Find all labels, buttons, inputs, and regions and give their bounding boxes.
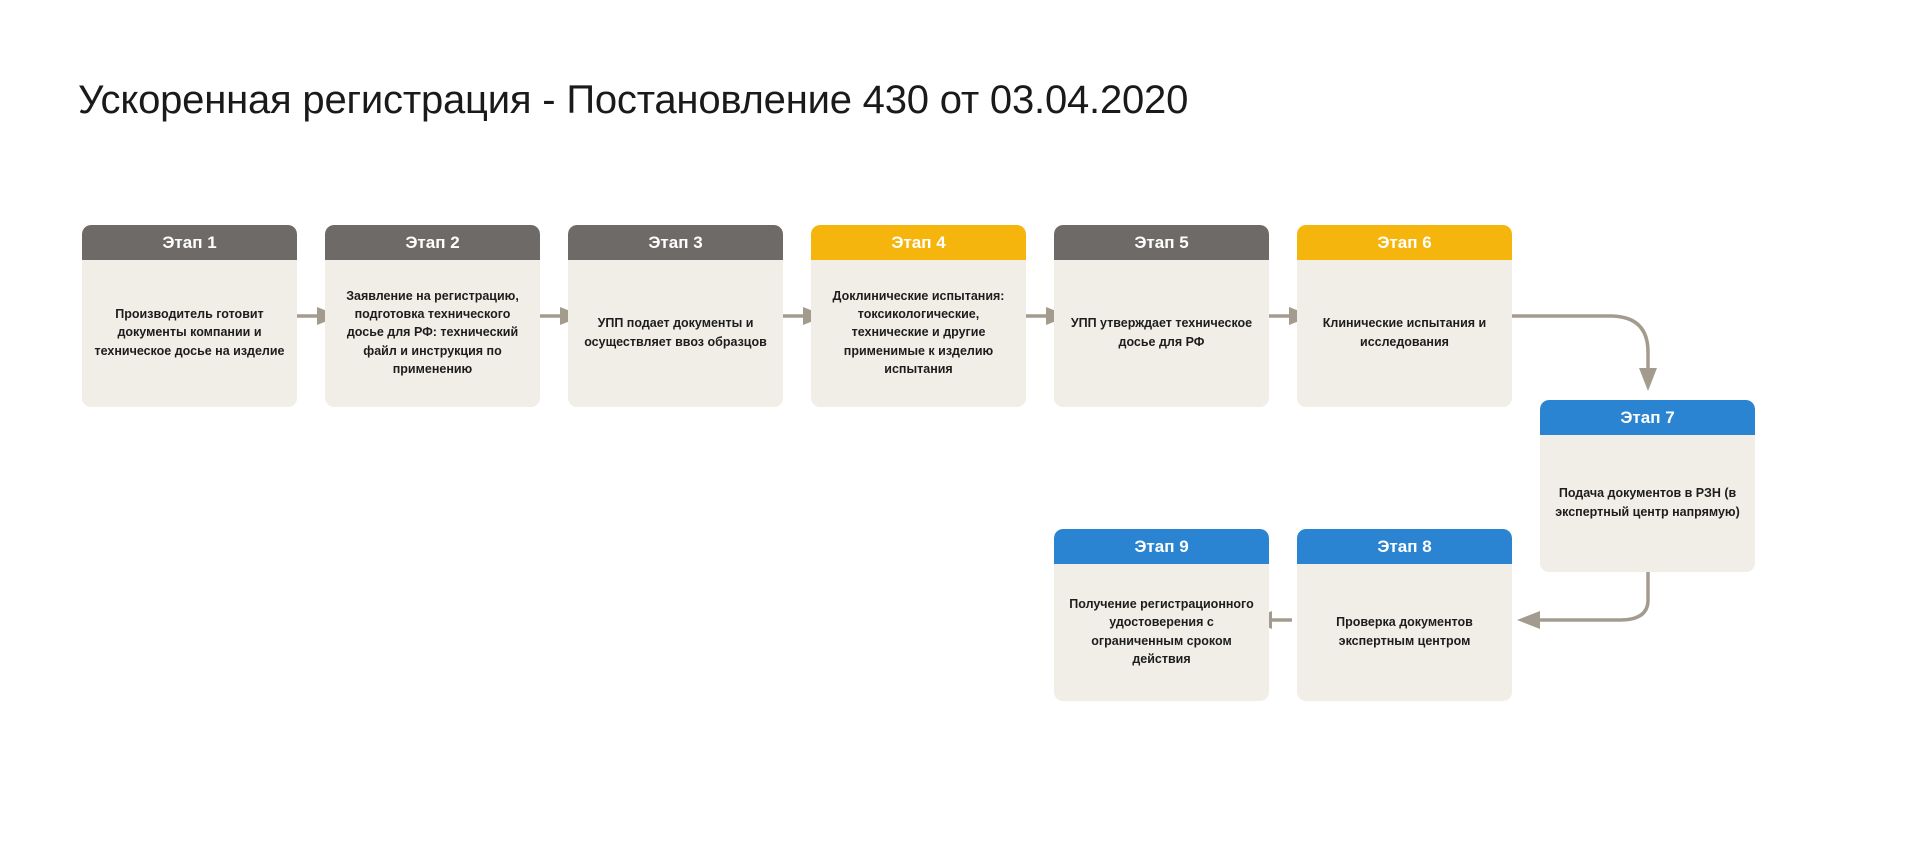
stage-card-6[interactable] bbox=[1297, 225, 1512, 407]
stage-card-9[interactable] bbox=[1054, 529, 1269, 701]
stage-text-9: Получение регистрационного удостоверения с ограниченным сроком действия bbox=[1069, 597, 1254, 666]
stage-body-1 bbox=[82, 260, 297, 407]
stage-body-5 bbox=[1054, 260, 1269, 407]
stage-card-7[interactable] bbox=[1540, 400, 1755, 572]
stage-header-5: Этап 5 bbox=[1054, 225, 1269, 260]
stage-body-9 bbox=[1054, 564, 1269, 701]
page-title: Ускоренная регистрация - Постановление 430 от 03.04.2020 bbox=[78, 78, 1189, 122]
stage-card-8[interactable] bbox=[1297, 529, 1512, 701]
stage-text-8: Проверка документов экспертным центром bbox=[1336, 615, 1473, 648]
stage-header-6: Этап 6 bbox=[1297, 225, 1512, 260]
stage-text-5: УПП утверждает техническое досье для РФ bbox=[1070, 316, 1253, 349]
stage-body-6 bbox=[1297, 260, 1512, 407]
stage-text-1: Производитель готовит документы компании и техническое досье на изделие bbox=[94, 307, 285, 358]
stage-header-2: Этап 2 bbox=[325, 225, 540, 260]
stage-card-5[interactable] bbox=[1054, 225, 1269, 407]
stage-body-4 bbox=[811, 260, 1026, 407]
stage-text-3: УПП подает документы и осуществляет ввоз образцов bbox=[584, 316, 767, 349]
stage-body-2 bbox=[325, 260, 540, 407]
stage-text-4: Доклинические испытания: токсикологические, технические и другие применимые к изделию испытания bbox=[832, 289, 1005, 376]
stage-body-8 bbox=[1297, 564, 1512, 701]
stage-header-1: Этап 1 bbox=[82, 225, 297, 260]
stage-header-9: Этап 9 bbox=[1054, 529, 1269, 564]
stage-text-7: Подача документов в РЗН (в экспертный центр напрямую) bbox=[1555, 486, 1740, 519]
stage-card-2[interactable] bbox=[325, 225, 540, 407]
stage-body-3 bbox=[568, 260, 783, 407]
stage-text-6: Клинические испытания и исследования bbox=[1322, 316, 1487, 349]
stage-text-2: Заявление на регистрацию, подготовка технического досье для РФ: технический файл и инструкция по применению bbox=[346, 289, 519, 376]
stage-header-8: Этап 8 bbox=[1297, 529, 1512, 564]
stage-card-3[interactable] bbox=[568, 225, 783, 407]
stage-header-7: Этап 7 bbox=[1540, 400, 1755, 435]
stage-card-1[interactable] bbox=[82, 225, 297, 407]
stage-header-4: Этап 4 bbox=[811, 225, 1026, 260]
stage-card-4[interactable] bbox=[811, 225, 1026, 407]
stage-header-3: Этап 3 bbox=[568, 225, 783, 260]
stage-body-7 bbox=[1540, 435, 1755, 572]
